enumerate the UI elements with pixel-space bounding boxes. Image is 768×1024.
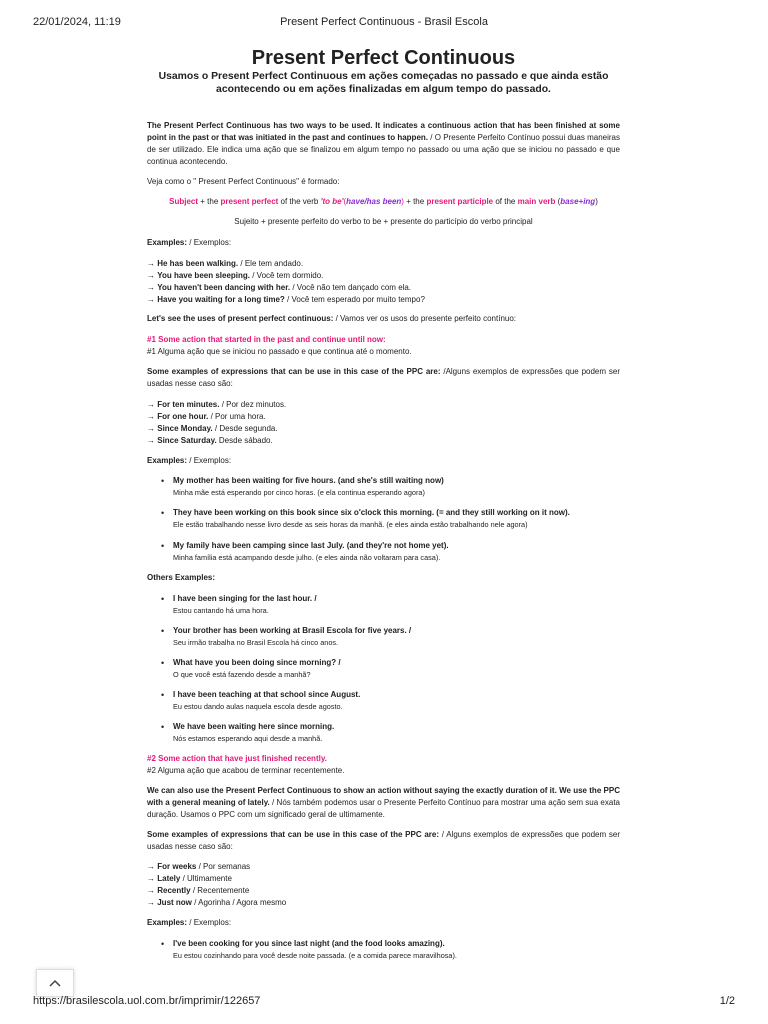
use-2-paragraph: [147, 785, 620, 821]
expressions-2-intro: [147, 829, 620, 853]
list-item: [173, 938, 620, 962]
formula-text: of the verb: [278, 197, 321, 206]
list-item: [173, 475, 620, 499]
use-2-pt: #2 Alguma ação que acabou de terminar recentemente.: [147, 766, 345, 775]
example-pt: Minha família está acampando desde julho. (e eles ainda não voltaram para casa).: [173, 553, 441, 562]
examples-heading: [147, 917, 620, 929]
list-item: [173, 689, 620, 713]
example-pt: Estou cantando há uma hora.: [173, 606, 269, 615]
expression-pt: / Ultimamente: [180, 874, 232, 883]
formula-text: + the: [403, 197, 427, 206]
list-item: [173, 625, 620, 649]
example-en: • We have been waiting here since morning.: [173, 722, 335, 731]
uses-rest: / Vamos ver os usos do presente perfeito contínuo:: [333, 314, 517, 323]
example-pt: Nós estamos esperando aqui desde a manhã.: [173, 734, 323, 743]
list-item: → He has been walking. / Ele tem andado.: [147, 259, 304, 268]
formula-text: + the: [198, 197, 221, 206]
expression-pt: / Por uma hora.: [208, 412, 266, 421]
expression-en: Lately: [157, 874, 181, 883]
use-2-rest: / Nós também podemos usar o Presente Perfeito Contínuo para mostrar uma ação sem sua exata duração. Usamos o PPC com um significado geral de ultimamente.: [147, 798, 621, 819]
list-item: [173, 540, 620, 564]
example-en: • I've been cooking for you since last night (and the food looks amazing).: [173, 939, 445, 948]
list-item: [173, 721, 620, 745]
formula-main-verb: main verb: [517, 197, 556, 206]
expression-en: Since Saturday.: [157, 436, 217, 445]
list-item: → Just now / Agorinha / Agora mesmo: [147, 898, 287, 907]
list-item: → Recently / Recentemente: [147, 886, 250, 895]
examples-list-1: [147, 258, 620, 306]
uses-intro: [147, 313, 620, 325]
formula-text: (: [343, 197, 347, 206]
example-pt: / Você não tem dançado com ela.: [290, 283, 412, 292]
formula-base-ing: base+ing: [560, 197, 596, 206]
expression-en: Since Monday.: [157, 424, 213, 433]
example-pt: / Ele tem andado.: [238, 259, 304, 268]
subtitle-line-1: Usamos o Present Perfect Continuous em ações começadas no passado e que ainda estão: [158, 71, 609, 82]
others-heading: Others Examples:: [147, 573, 216, 582]
article-subtitle: [147, 71, 620, 96]
formula-present-perfect: present perfect: [220, 197, 279, 206]
formula-text: ): [595, 197, 598, 206]
list-item: → For one hour. / Por uma hora.: [147, 412, 266, 421]
examples-label: Examples:: [147, 918, 188, 927]
expressions-bold: Some examples of expressions that can be use in this case of the PPC are:: [147, 367, 441, 376]
example-pt: Eu estou cozinhando para você desde noite passada. (e a comida parece maravilhosa).: [173, 951, 457, 960]
expression-en: Just now: [157, 898, 192, 907]
use-1-heading: [147, 334, 620, 358]
examples-heading: [147, 455, 620, 467]
examples-pt: / Exemplos:: [187, 456, 232, 465]
example-en: You haven't been dancing with her.: [157, 283, 291, 292]
print-page-title: Present Perfect Continuous - Brasil Escola: [280, 16, 488, 28]
list-item: [173, 507, 620, 531]
list-item: [173, 593, 620, 617]
expression-en: For ten minutes.: [157, 400, 220, 409]
intro-bold: The Present Perfect Continuous has two ways to be used. It indicates a continuous action that has been finished at some point in the past or that was initiated in the past and continues to happen.: [147, 121, 620, 142]
list-item: → Have you waiting for a long time? / Você tem esperado por muito tempo?: [147, 295, 425, 304]
example-en: He has been walking.: [157, 259, 239, 268]
intro-paragraph: [147, 120, 620, 168]
formula-present-participle: present participle: [426, 197, 494, 206]
use-1-title: #1 Some action that started in the past and continue until now:: [147, 335, 386, 344]
formula-subject: Subject: [169, 197, 199, 206]
example-pt: / Você tem esperado por muito tempo?: [284, 295, 425, 304]
examples-label: Examples:: [147, 238, 188, 247]
examples-pt: / Exemplos:: [187, 918, 232, 927]
example-pt: O que você está fazendo desde a manhã?: [173, 670, 311, 679]
print-datetime: 22/01/2024, 11:19: [33, 16, 121, 28]
expression-pt: / Recentemente: [190, 886, 250, 895]
use-2-title: #2 Some action that have just finished recently.: [147, 754, 327, 763]
examples-heading: [147, 237, 620, 249]
example-en: • I have been singing for the last hour. /: [173, 594, 317, 603]
list-item: → Since Saturday. Desde sábado.: [147, 436, 273, 445]
formula-text: (: [555, 197, 561, 206]
uses-bold: Let's see the uses of present perfect continuous:: [147, 314, 334, 323]
formula-have-has-been: have/has been: [346, 197, 402, 206]
expression-pt: / Por dez minutos.: [219, 400, 287, 409]
expressions-list-1: [147, 399, 620, 447]
use-2-bold: We can also use the Present Perfect Continuous to show an action without saying the exactly duration of it. We use the PPC with a general meaning of lately.: [147, 786, 620, 807]
example-en: • What have you been doing since morning? /: [173, 658, 341, 667]
example-en: You have been sleeping.: [157, 271, 250, 280]
list-item: → Since Monday. / Desde segunda.: [147, 424, 278, 433]
article-title: Present Perfect Continuous: [251, 47, 516, 69]
example-en: • My family have been camping since last July. (and they're not home yet).: [173, 541, 449, 550]
example-en: Have you waiting for a long time?: [157, 295, 285, 304]
list-item: [173, 657, 620, 681]
expression-en: Recently: [157, 886, 191, 895]
intro-rest: / O Presente Perfeito Contínuo possui duas maneiras de ser utilizado. Ele indica uma ação que se finalizou em algum tempo no passado ou uma ação que se iniciou no passado e que continua acontecendo.: [147, 133, 620, 166]
list-item: → For weeks / Por semanas: [147, 862, 251, 871]
examples-label: Examples:: [147, 456, 188, 465]
formed-intro: Veja como o " Present Perfect Continuous" é formado:: [147, 177, 340, 186]
expression-pt: / Agorinha / Agora mesmo: [191, 898, 287, 907]
expressions-rest: /Alguns exemplos de expressões que podem ser usadas nesse caso são:: [147, 367, 620, 388]
chevron-up-icon: [49, 979, 61, 987]
example-pt: Seu irmão trabalha no Brasil Escola há cinco anos.: [173, 638, 339, 647]
example-en: • My mother has been waiting for five hours. (and she's still waiting now): [173, 476, 444, 485]
formula-text: ): [401, 197, 404, 206]
example-en: • I have been teaching at that school since August.: [173, 690, 361, 699]
use-2-heading: [147, 753, 620, 777]
print-url: https://brasilescola.uol.com.br/imprimir/122657: [33, 995, 261, 1007]
expression-en: For weeks: [157, 862, 197, 871]
list-item: → You haven't been dancing with her. / Você não tem dançado com ela.: [147, 283, 412, 292]
list-item: → You have been sleeping. / Você tem dormido.: [147, 271, 324, 280]
example-pt: / Você tem dormido.: [250, 271, 324, 280]
examples-pt: / Exemplos:: [187, 238, 232, 247]
example-en: • They have been working on this book since six o'clock this morning. (= and they still working on it now).: [173, 508, 570, 517]
example-pt: Minha mãe está esperando por cinco horas. (e ela continua esperando agora): [173, 488, 425, 497]
expression-pt: / Por semanas: [196, 862, 251, 871]
expressions-bold: Some examples of expressions that can be use in this case of the PPC are:: [147, 830, 439, 839]
list-item: → Lately / Ultimamente: [147, 874, 232, 883]
expressions-list-2: [147, 861, 620, 909]
formula-to-be: 'to be': [320, 197, 344, 206]
example-pt: Eu estou dando aulas naquela escola desde agosto.: [173, 702, 343, 711]
print-page-number: 1/2: [719, 995, 735, 1007]
expression-pt: Desde sábado.: [216, 436, 273, 445]
expressions-rest: / Alguns exemplos de expressões que podem ser usadas nesse caso são:: [147, 830, 620, 851]
expression-pt: / Desde segunda.: [212, 424, 278, 433]
expression-en: For one hour.: [157, 412, 209, 421]
example-en: • Your brother has been working at Brasil Escola for five years. /: [173, 626, 412, 635]
scroll-to-top-button[interactable]: [36, 969, 74, 997]
subtitle-line-2: acontecendo ou em ações finalizadas em algum tempo do passado.: [216, 83, 551, 95]
example-pt: Ele estão trabalhando nesse livro desde as seis horas da manhã. (e eles ainda estão trabalhando nele agora): [173, 520, 528, 529]
use-1-pt: #1 Alguma ação que se iniciou no passado e que continua até o momento.: [147, 347, 412, 356]
formula-text: of the: [493, 197, 518, 206]
formula: [147, 196, 620, 208]
print-footer: [33, 995, 735, 1007]
list-item: → For ten minutes. / Por dez minutos.: [147, 400, 287, 409]
expressions-1-intro: [147, 366, 620, 390]
formula-pt: Sujeito + presente perfeito do verbo to be + presente do particípio do verbo principal: [234, 217, 533, 226]
